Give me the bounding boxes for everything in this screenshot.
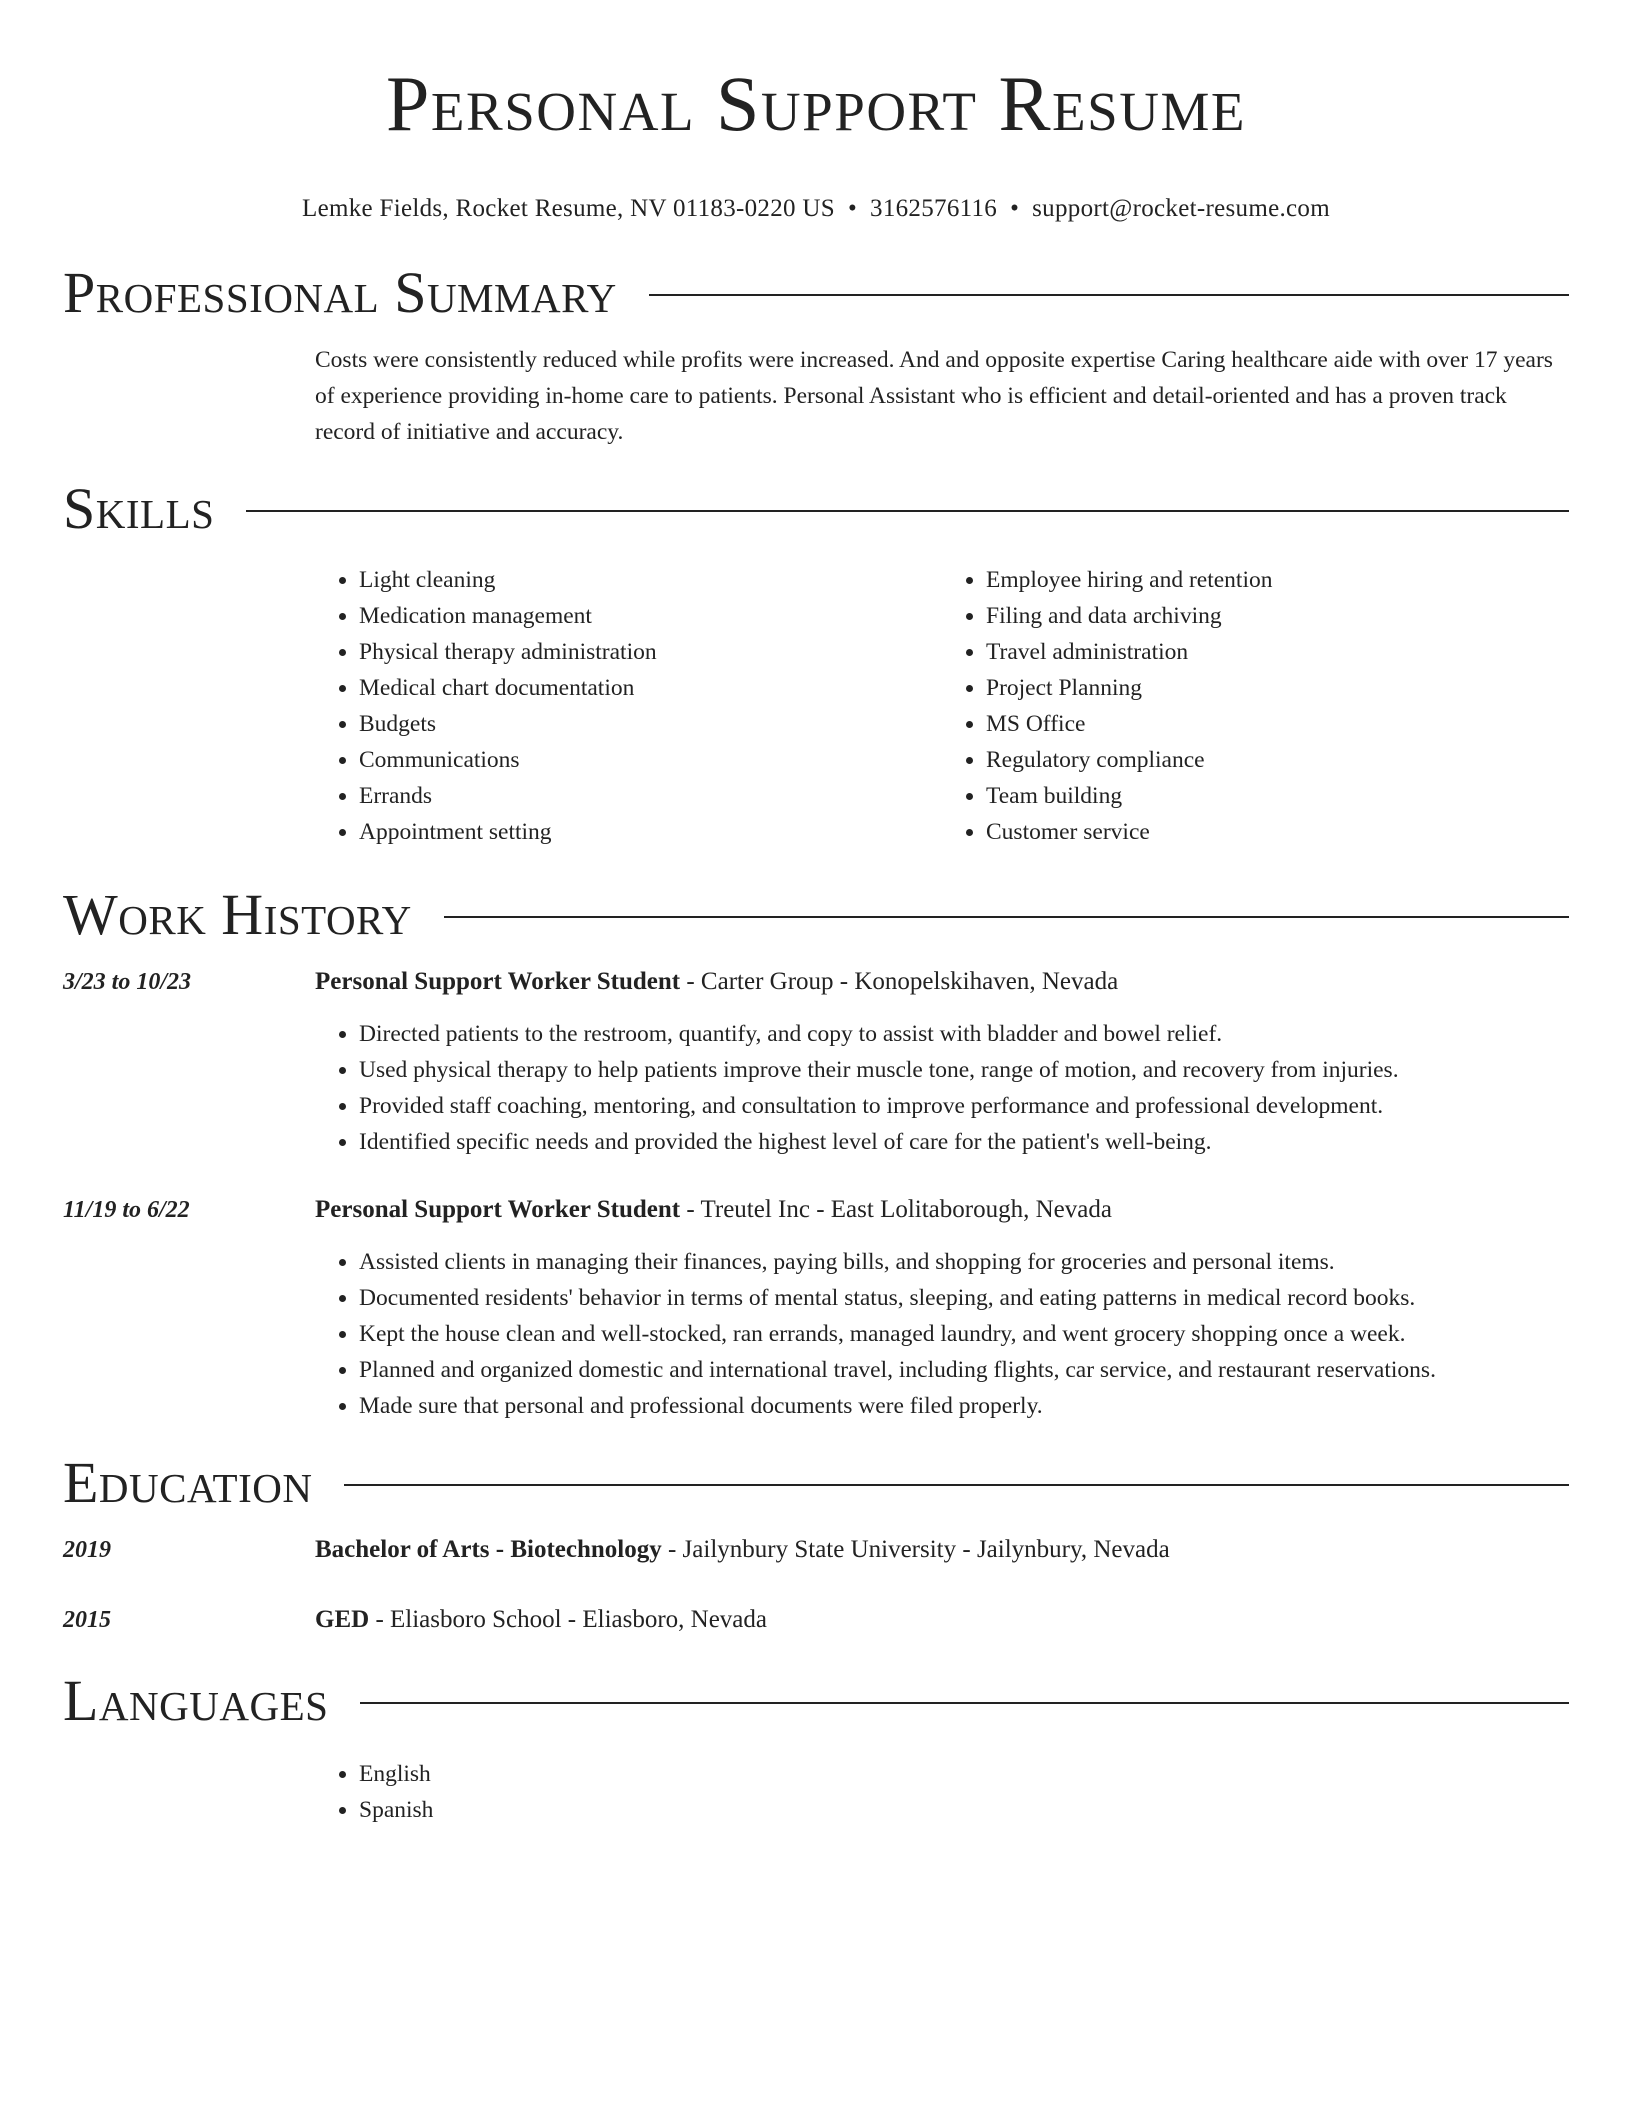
skill-item: • Customer service bbox=[986, 814, 1569, 850]
work-heading: Work History bbox=[63, 882, 412, 947]
job-bullet: • Provided staff coaching, mentoring, and consultation to improve performance and professional development. bbox=[359, 1088, 1569, 1124]
contact-separator: • bbox=[847, 195, 858, 222]
contact-separator: • bbox=[1010, 195, 1020, 222]
job-bullet: • Directed patients to the restroom, quantify, and copy to assist with bladder and bowel relief. bbox=[359, 1016, 1569, 1052]
job-title: Personal Support Worker Student bbox=[315, 1196, 681, 1223]
skill-item: • Regulatory compliance bbox=[986, 742, 1569, 778]
education-degree: Bachelor of Arts - Biotechnology bbox=[315, 1536, 662, 1563]
section-divider bbox=[344, 1484, 1569, 1486]
job-bullet: • Used physical therapy to help patients improve their muscle tone, range of motion, and recovery from injuries. bbox=[359, 1052, 1569, 1088]
skill-item: • MS Office bbox=[986, 706, 1569, 742]
job-title-line bbox=[315, 964, 1569, 1000]
resume-name: Personal Support Resume bbox=[386, 60, 1246, 147]
summary-section-header bbox=[63, 260, 1569, 326]
skills-section-header bbox=[63, 476, 1569, 542]
contact-email: support@rocket-resume.com bbox=[1032, 195, 1330, 222]
job-content bbox=[315, 964, 1569, 1160]
skills-column-right bbox=[942, 562, 1569, 850]
education-section-header bbox=[63, 1450, 1569, 1516]
job-bullet: • Identified specific needs and provided the highest level of care for the patient's well-being. bbox=[359, 1124, 1569, 1160]
skills-column-left bbox=[315, 562, 942, 850]
job-entry bbox=[63, 1192, 1569, 1424]
languages-section-header bbox=[63, 1668, 1569, 1734]
skill-item: • Physical therapy administration bbox=[359, 634, 942, 670]
job-bullet: • Planned and organized domestic and international travel, including flights, car service, and restaurant reservations. bbox=[359, 1352, 1569, 1388]
languages-heading: Languages bbox=[63, 1668, 329, 1733]
education-details: - Eliasboro School - Eliasboro, Nevada bbox=[369, 1606, 768, 1633]
job-bullet: • Kept the house clean and well-stocked, ran errands, managed laundry, and went grocery shopping once a week. bbox=[359, 1316, 1569, 1352]
skill-item: • Project Planning bbox=[986, 670, 1569, 706]
language-item: • Spanish bbox=[359, 1792, 1569, 1828]
education-content bbox=[315, 1532, 1170, 1568]
skill-item: • Filing and data archiving bbox=[986, 598, 1569, 634]
job-title-line bbox=[315, 1192, 1569, 1228]
skill-item: • Communications bbox=[359, 742, 942, 778]
summary-heading: Professional Summary bbox=[63, 260, 617, 325]
job-details: - Treutel Inc - East Lolitaborough, Nevada bbox=[680, 1196, 1112, 1223]
job-bullets bbox=[315, 1244, 1569, 1424]
skill-item: • Team building bbox=[986, 778, 1569, 814]
job-title: Personal Support Worker Student bbox=[315, 968, 681, 995]
education-entry bbox=[63, 1532, 1569, 1568]
section-divider bbox=[246, 510, 1569, 512]
skills-heading: Skills bbox=[63, 476, 215, 541]
contact-phone: 3162576116 bbox=[870, 195, 998, 222]
section-divider bbox=[649, 294, 1569, 296]
skill-item: • Errands bbox=[359, 778, 942, 814]
education-entry bbox=[63, 1602, 1569, 1638]
skill-item: • Medical chart documentation bbox=[359, 670, 942, 706]
job-entry bbox=[63, 964, 1569, 1160]
language-item: • English bbox=[359, 1756, 1569, 1792]
education-heading: Education bbox=[63, 1450, 313, 1515]
job-bullets bbox=[315, 1016, 1569, 1160]
skill-item: • Appointment setting bbox=[359, 814, 942, 850]
summary-text: Costs were consistently reduced while profits were increased. And and opposite expertise Caring healthcare aide with over 17 years of experience providing in-home care to patients. Personal Assistant who is efficient and detail-oriented and has a proven track record of initiative and accuracy. bbox=[315, 347, 1553, 445]
contact-line bbox=[63, 194, 1569, 224]
contact-address: Lemke Fields, Rocket Resume, NV 01183-0220 US bbox=[302, 195, 835, 222]
section-divider bbox=[360, 1702, 1569, 1704]
job-content bbox=[315, 1192, 1569, 1424]
section-divider bbox=[444, 916, 1569, 918]
education-degree: GED bbox=[315, 1606, 370, 1633]
skill-item: • Light cleaning bbox=[359, 562, 942, 598]
job-details: - Carter Group - Konopelskihaven, Nevada bbox=[680, 968, 1119, 995]
work-section-header bbox=[63, 882, 1569, 948]
job-dates: 3/23 to 10/23 bbox=[63, 969, 192, 995]
job-bullet: • Documented residents' behavior in terms of mental status, sleeping, and eating patterns in medical record books. bbox=[359, 1280, 1569, 1316]
job-bullet: • Assisted clients in managing their finances, paying bills, and shopping for groceries and personal items. bbox=[359, 1244, 1569, 1280]
languages-bullets bbox=[315, 1756, 1569, 1828]
job-dates: 11/19 to 6/22 bbox=[63, 1197, 190, 1223]
education-content bbox=[315, 1602, 767, 1638]
skill-item: • Budgets bbox=[359, 706, 942, 742]
languages-list bbox=[315, 1756, 1569, 1828]
skill-item: • Travel administration bbox=[986, 634, 1569, 670]
education-year: 2015 bbox=[63, 1607, 111, 1633]
skill-item: • Medication management bbox=[359, 598, 942, 634]
education-year: 2019 bbox=[63, 1537, 111, 1563]
job-bullet: • Made sure that personal and professional documents were filed properly. bbox=[359, 1388, 1569, 1424]
education-details: - Jailynbury State University - Jailynbury, Nevada bbox=[661, 1536, 1170, 1563]
skill-item: • Employee hiring and retention bbox=[986, 562, 1569, 598]
skills-list bbox=[315, 562, 1569, 850]
